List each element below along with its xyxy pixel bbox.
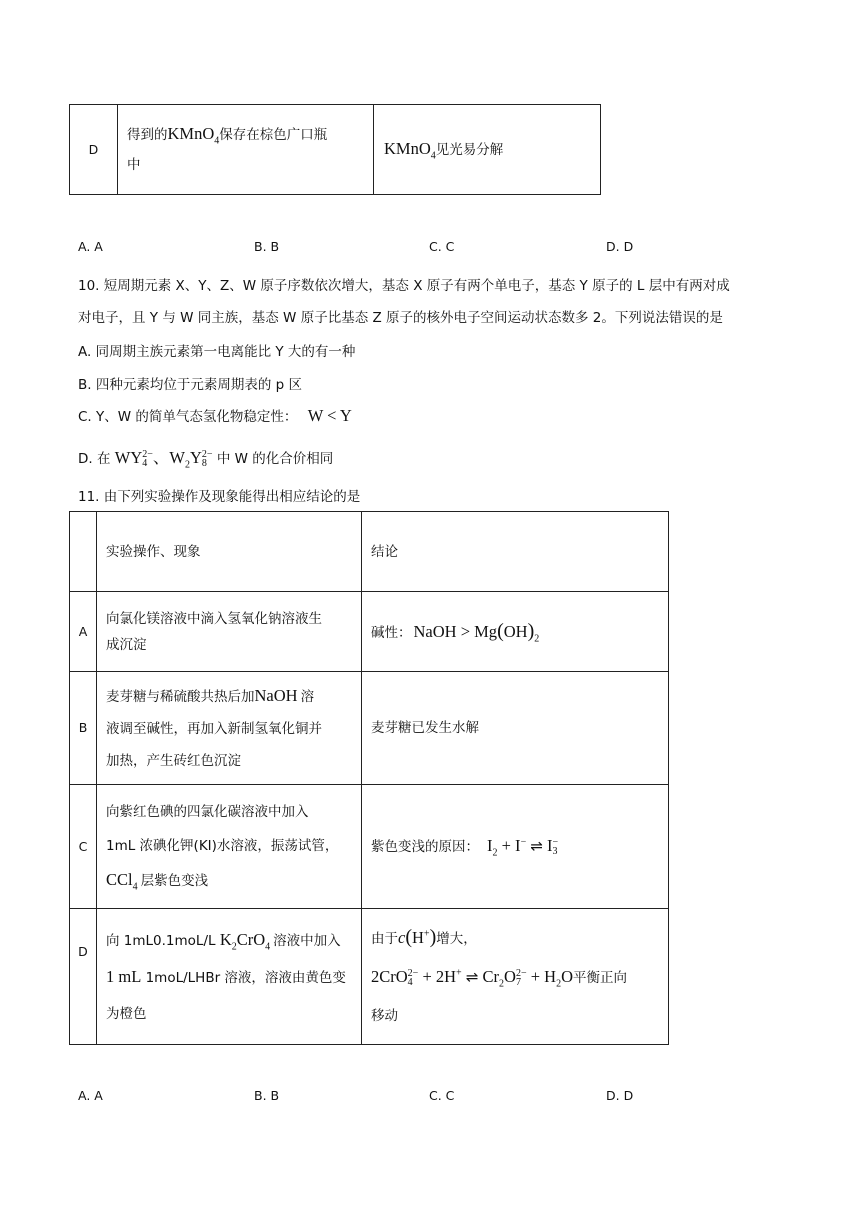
q9-option-b[interactable]: B. B xyxy=(254,239,280,254)
q11-row-a-op: 向氯化镁溶液中滴入氢氧化钠溶液生 成沉淀 xyxy=(97,592,362,672)
q11-option-b[interactable]: B. B xyxy=(254,1088,280,1103)
q11-row-c-conclusion: 紫色变浅的原因： $I_2 + I^-$ ⇌ I − 3 xyxy=(362,785,669,909)
q11-header-op: 实验操作、现象 xyxy=(97,512,362,592)
q9-option-a[interactable]: A. A xyxy=(78,239,103,254)
q9-option-d[interactable]: D. D xyxy=(606,239,634,254)
q11-option-d[interactable]: D. D xyxy=(606,1088,634,1103)
q10-option-b[interactable]: B. 四种元素均位于元素周期表的 p 区 xyxy=(78,377,302,393)
q11-row-a xyxy=(70,592,669,672)
q9-table xyxy=(69,104,601,195)
q11-stem: 11. 由下列实验操作及现象能得出相应结论的是 xyxy=(78,489,361,505)
q11-option-c[interactable]: C. C xyxy=(429,1088,455,1103)
q11-row-d-label: D xyxy=(70,909,97,1045)
q11-row-c-label: C xyxy=(70,785,97,909)
q9-operation-prefix: 得到的 xyxy=(127,127,168,143)
q11-row-b-op: 麦芽糖与稀硫酸共热后加NaOH 溶 液调至碱性，再加入新制氢氧化铜并 加热，产生砖红色沉淀 xyxy=(97,672,362,785)
q10-option-a[interactable]: A. 同周期主族元素第一电离能比 Y 大的有一种 xyxy=(78,344,356,360)
q9-operation-formula: KMnO$_4$ xyxy=(167,124,220,147)
q9-option-c[interactable]: C. C xyxy=(429,239,455,254)
q11-row-b xyxy=(70,672,669,785)
q11-row-b-label: B xyxy=(70,672,97,785)
q11-row-c xyxy=(70,785,669,909)
q9-operation-cell xyxy=(118,105,374,195)
q11-row-b-conclusion: 麦芽糖已发生水解 xyxy=(362,672,669,785)
q10-option-d[interactable] xyxy=(78,444,334,471)
q9-row-label: D xyxy=(70,105,118,195)
q11-row-d-equation: 2CrO 2− 4 + 2H+ ⇌ $Cr_2O$ 2− 7 + $H_2O$ xyxy=(371,967,573,990)
q10-option-d-formula: WY 2− 4 、$W_2Y$ 2− 8 xyxy=(114,448,213,471)
q11-row-d xyxy=(70,909,669,1045)
q10-stem-line1: 10. 短周期元素 X、Y、Z、W 原子序数依次增大，基态 X 原子有两个单电子，基态 Y 原子的 L 层中有两对成 xyxy=(78,278,730,294)
q11-row-d-op: 向 1mL0.1moL/L $K_2CrO_4$ 溶液中加入 1 mL 1moL/LHBr 溶液，溶液由黄色变 为橙色 xyxy=(97,909,362,1045)
q10-option-c[interactable] xyxy=(78,405,352,426)
q10-stem-line2: 对电子，且 Y 与 W 同主族，基态 W 原子比基态 Z 原子的核外电子空间运动状态数多 2。下列说法错误的是 xyxy=(78,310,723,326)
q10-option-d-prefix: D. 在 xyxy=(78,451,115,467)
q9-reason-formula: KMnO$_4$ xyxy=(384,139,436,162)
q9-reason-suffix: 见光易分解 xyxy=(435,142,504,158)
q9-row-d xyxy=(70,105,601,195)
q10-option-d-suffix: 中 W 的化合价相同 xyxy=(216,451,334,467)
q11-row-a-conclusion: 碱性： NaOH > $Mg(OH)_2$ xyxy=(362,592,669,672)
q11-row-a-math: NaOH > $Mg(OH)_2$ xyxy=(413,619,540,644)
q9-operation-suffix: 保存在棕色广口瓶 xyxy=(219,127,328,143)
q11-header-label xyxy=(70,512,97,592)
q9-operation-line2: 中 xyxy=(127,157,141,173)
q10-option-c-text: C. Y、W 的简单气态氢化物稳定性： xyxy=(78,409,298,425)
q11-header-conclusion: 结论 xyxy=(362,512,669,592)
q11-option-a[interactable]: A. A xyxy=(78,1088,103,1103)
q11-row-a-label: A xyxy=(70,592,97,672)
q11-header-row xyxy=(70,512,669,592)
q11-row-d-conclusion: 由于c(H+)增大， 2CrO 2− 4 + 2H+ ⇌ $Cr_2O$ 2− 7 + $H_2O$平衡正向 移动 xyxy=(362,909,669,1045)
q10-option-c-math: W < Y xyxy=(307,406,352,425)
q11-row-c-op: 向紫红色碘的四氯化碳溶液中加入 1mL 浓碘化钾(KI)水溶液，振荡试管， CCl$_4$ 层紫色变浅 xyxy=(97,785,362,909)
q9-reason-cell xyxy=(374,105,601,195)
q11-table xyxy=(69,511,669,1045)
q11-row-c-math: $I_2 + I^-$ ⇌ I − 3 xyxy=(487,836,559,859)
